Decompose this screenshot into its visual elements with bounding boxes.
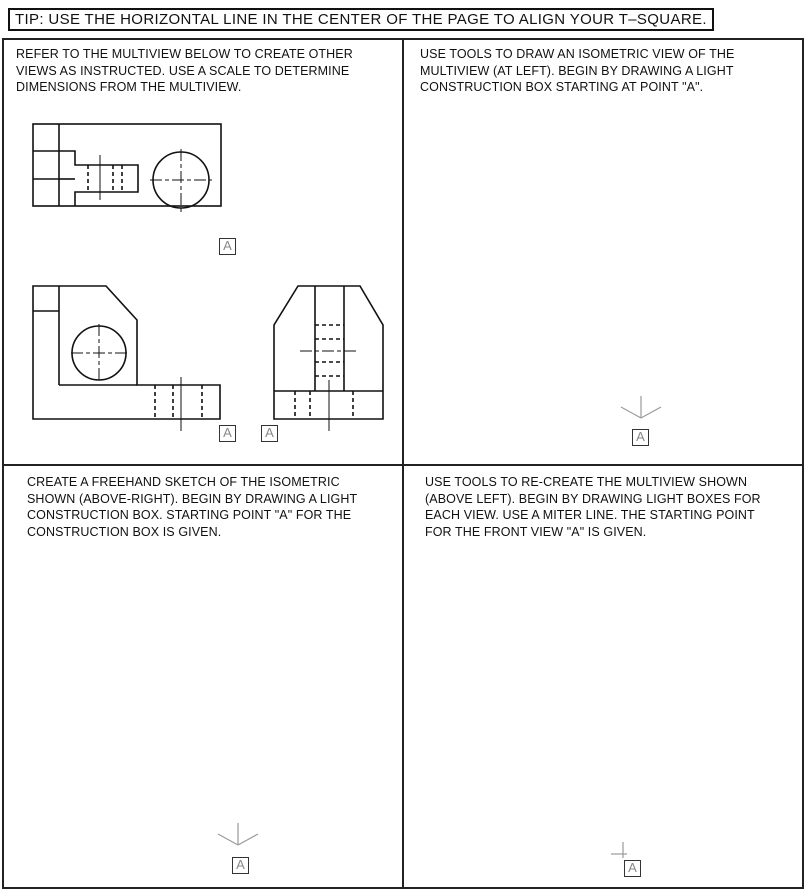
instruction-line: CREATE A FREEHAND SKETCH OF THE ISOMETRIC	[27, 475, 340, 489]
point-a-marker: A	[232, 857, 249, 874]
instruction-line: (ABOVE LEFT). BEGIN BY DRAWING LIGHT BOXES FOR	[425, 491, 761, 506]
instruction-line: CONSTRUCTION BOX. STARTING POINT "A" FOR THE	[27, 508, 352, 522]
instruction-line: REFER TO THE MULTIVIEW BELOW TO CREATE OTHER	[16, 47, 353, 61]
instruction-line: USE TOOLS TO DRAW AN ISOMETRIC VIEW OF THE	[420, 47, 735, 61]
point-a-marker-top: A	[219, 238, 236, 255]
corner-crosshair-icon	[403, 464, 802, 887]
quadrant-isometric-tools	[403, 40, 802, 464]
isometric-axis-icon	[4, 464, 403, 887]
isometric-axis-icon	[403, 40, 802, 464]
point-a-marker: A	[624, 860, 641, 877]
instruction-line: FOR THE FRONT VIEW "A" IS GIVEN.	[425, 524, 647, 539]
worksheet	[2, 38, 804, 889]
quadrant-freehand-sketch	[4, 464, 403, 887]
instruction-line: VIEWS AS INSTRUCTED. USE A SCALE TO DETERMINE	[16, 63, 350, 78]
instruction-line: MULTIVIEW (AT LEFT). BEGIN BY DRAWING A LIGHT	[420, 63, 734, 78]
instruction-line: CONSTRUCTION BOX IS GIVEN.	[27, 524, 222, 539]
tip-banner	[8, 8, 714, 31]
tip-text: TIP: USE THE HORIZONTAL LINE IN THE CENTER OF THE PAGE TO ALIGN YOUR T–SQUARE.	[15, 11, 707, 28]
center-horizontal-line	[4, 464, 802, 466]
side-view-drawing	[4, 40, 403, 464]
point-a-marker-side: A	[261, 425, 278, 442]
instruction-line: SHOWN (ABOVE-RIGHT). BEGIN BY DRAWING A LIGHT	[27, 491, 358, 506]
instruction-line: CONSTRUCTION BOX STARTING AT POINT "A".	[420, 80, 704, 94]
quadrant-multiview	[4, 40, 403, 464]
instruction-line: USE TOOLS TO RE-CREATE THE MULTIVIEW SHOWN	[425, 475, 748, 489]
point-a-marker-front: A	[219, 425, 236, 442]
point-a-marker: A	[632, 429, 649, 446]
instruction-line: EACH VIEW. USE A MITER LINE. THE STARTING POINT	[425, 508, 755, 522]
quadrant-multiview-tools	[403, 464, 802, 887]
instruction-line: DIMENSIONS FROM THE MULTIVIEW.	[16, 80, 242, 94]
